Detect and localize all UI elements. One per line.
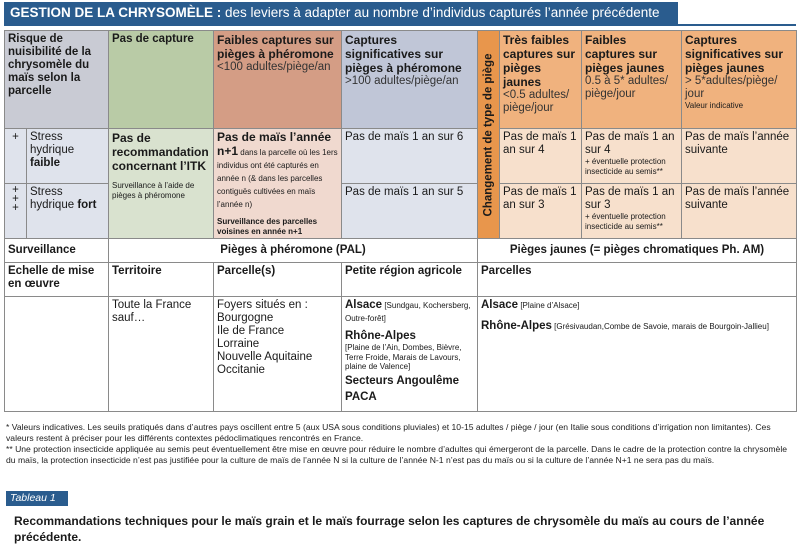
- page-header: [0, 0, 800, 24]
- scale-label: Echelle de mise en œuvre: [5, 263, 109, 297]
- empty-cell: [5, 297, 109, 412]
- col-risk-header: Risque de nuisibilité de la chrysomèle du maïs selon la parcelle: [5, 31, 109, 129]
- col-low-capture-header: Faibles captures sur pièges à phéromone <100 adultes/piège/an: [214, 31, 342, 129]
- parcels-yellow-cell: Alsace [Plaine d’Alsace] Rhône-Alpes [Grésivaudan,Combe de Savoie, marais de Bourgoin-Jallieu]: [478, 297, 797, 412]
- scale-parcels: Parcelle(s): [214, 263, 342, 297]
- low-yellow-row2: Pas de maïs 1 an sur 3 + éventuelle protection insecticide au semis**: [582, 184, 682, 239]
- col-no-capture-header: Pas de capture: [109, 31, 214, 129]
- header-title: GESTION DE LA CHRYSOMÈLE : des leviers à adapter au nombre d’individus capturés l’année précédente: [4, 2, 678, 24]
- surveillance-label: Surveillance: [5, 239, 109, 263]
- no-capture-recommendation: Pas de recommandation concernant l’ITK Surveillance à l’aide de pièges à phéromone: [109, 129, 214, 239]
- scale-region: Petite région agricole: [342, 263, 478, 297]
- footnote-2: ** Une protection insecticide appliquée au semis peut éventuellement être mise en œuvre pour réduire le nombre d’adultes qui émergeront de la parcelle. Dans le cadre de la protection contre la chrysomèle du maïs, la protection insecticide n’est pas justifiée pour la culture de maïs de l’année N si la culture de l’année N-1 n’est pas du maïs ou si la culture de l’année N+1 ne sera pas du maïs.: [6, 444, 788, 465]
- col-very-low-yellow-header: Très faibles captures sur pièges jaunes <0.5 adultes/ piège/jour: [500, 31, 582, 129]
- territory-value: Toute la France sauf…: [109, 297, 214, 412]
- high-yellow-row1: Pas de maïs l’année suivante: [682, 129, 797, 184]
- foyer-item: Bourgogne: [217, 312, 274, 324]
- high-capture-row2: Pas de maïs 1 an sur 5: [342, 184, 478, 239]
- table-caption: Recommandations techniques pour le maïs grain et le maïs fourrage selon les captures de chrysomèle du maïs au cours de l’année précédente.: [14, 514, 765, 544]
- foyer-item: Occitanie: [217, 364, 265, 376]
- very-low-yellow-row2: Pas de maïs 1 an sur 3: [500, 184, 582, 239]
- high-capture-row1: Pas de maïs 1 an sur 6: [342, 129, 478, 184]
- scale-parcels-yellow: Parcelles: [478, 263, 797, 297]
- footnotes: [6, 422, 796, 466]
- header-underline: [4, 24, 796, 26]
- table-label: Tableau 1: [6, 491, 68, 506]
- col-high-yellow-header: Captures significatives sur pièges jaunes > 5*adultes/piège/ jour Valeur indicative: [682, 31, 797, 129]
- foyer-item: Lorraine: [217, 338, 260, 350]
- very-low-yellow-row1: Pas de maïs 1 an sur 4: [500, 129, 582, 184]
- row2-sign: + + +: [5, 184, 27, 239]
- high-yellow-row2: Pas de maïs l’année suivante: [682, 184, 797, 239]
- low-capture-recommendation: Pas de maïs l’année n+1 dans la parcelle où les 1ers individus ont été capturés en année n (& dans les parcelles contiguës cultivées en maïs l’année n) Surveillance des parcelles voisines en année n+1: [214, 129, 342, 239]
- row1-sign: +: [5, 129, 27, 184]
- footnote-1: * Valeurs indicatives. Les seuils pratiqués dans d’autres pays oscillent entre 5 (aux USA sous conditions pluviales) et 10-15 adultes / piège / jour (en Italie sous conditions d’irrigation non limitantes). Ces valeurs restent à préciser pour les différents contextes pédoclimatiques rencontrés en France.: [6, 422, 771, 443]
- foyer-item: Ile de France: [217, 325, 285, 337]
- surveillance-pal: Pièges à phéromone (PAL): [109, 239, 478, 263]
- foyer-item: Nouvelle Aquitaine: [217, 351, 313, 363]
- low-yellow-row1: Pas de maïs 1 an sur 4 + éventuelle protection insecticide au semis**: [582, 129, 682, 184]
- col-high-capture-header: Captures significatives sur pièges à phéromone >100 adultes/piège/an: [342, 31, 478, 129]
- scale-territory: Territoire: [109, 263, 214, 297]
- surveillance-yellow: Pièges jaunes (= pièges chromatiques Ph. AM): [478, 239, 797, 263]
- row1-label: Stress hydrique faible: [27, 129, 109, 184]
- col-low-yellow-header: Faibles captures sur pièges jaunes 0.5 à 5* adultes/ piège/jour: [582, 31, 682, 129]
- change-trap-cell: Changement de type de piège: [478, 31, 500, 239]
- foyers-cell: Foyers situés en : Bourgogne Ile de France Lorraine Nouvelle Aquitaine Occitanie: [214, 297, 342, 412]
- recommendation-table: [4, 30, 797, 412]
- region-cell: Alsace [Sundgau, Kochersberg, Outre-forêt] Rhône-Alpes [Plaine de l’Ain, Dombes, Bièvre, Terre Froide, Marais de Lavours, plaine de Valence] Secteurs Angoulême PACA: [342, 297, 478, 412]
- row2-label: Stress hydrique fort: [27, 184, 109, 239]
